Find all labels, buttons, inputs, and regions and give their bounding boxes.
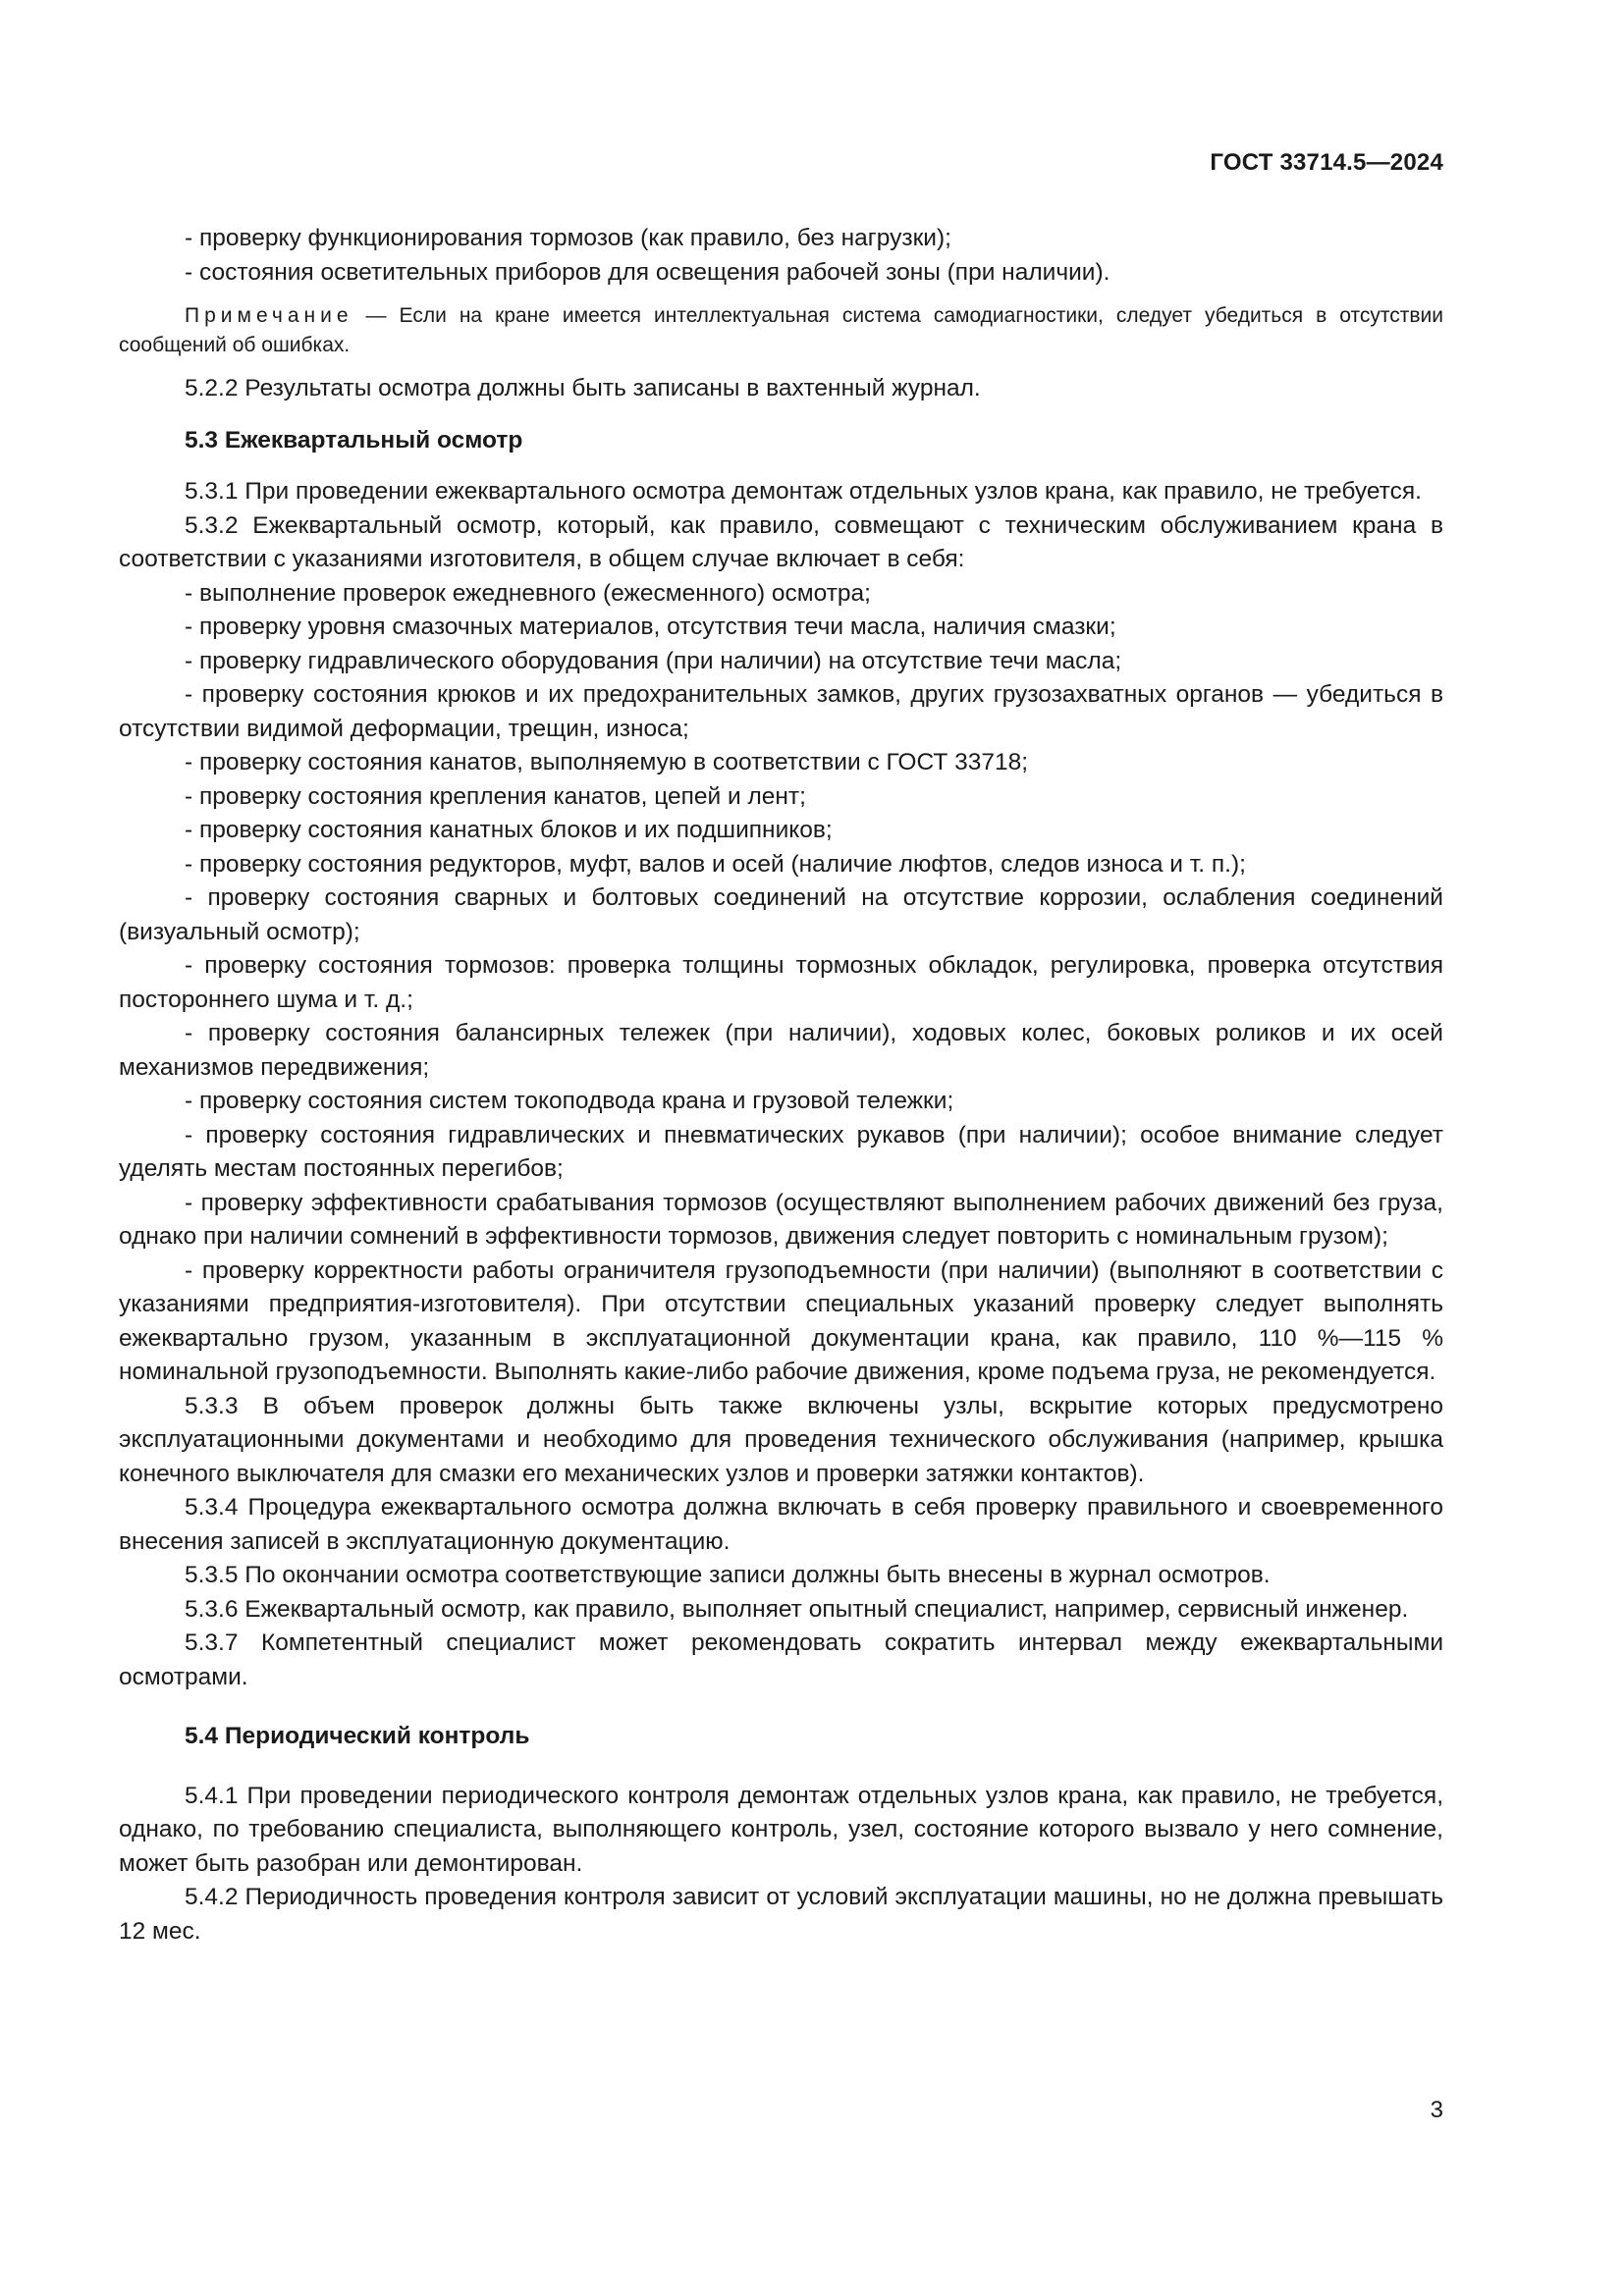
list-item: - проверку состояния систем токоподвода крана и грузовой тележки; (185, 1088, 954, 1114)
list-item: - проверку эффективности срабатывания тормозов (осуществляют выполнением рабочих движений без груза, однако при наличии сомнений в эффективности тормозов, движения следует повторить с номинальным грузом); (119, 1189, 1443, 1250)
paragraph-5-3-3: 5.3.3 В объем проверок должны быть также включены узлы, вскрытие которых предусмотрено эксплуатационными документами и необходимо для проведения технического обслуживания (например, крышка конечного выключателя для смазки его механических узлов и проверки затяжки контактов). (119, 1392, 1443, 1487)
note-text: — Если на кране имеется интеллектуальная система самодиагностики, следует убедиться в отсутствии сообщений об ошибках. (119, 304, 1443, 356)
paragraph-5-4-2: 5.4.2 Периодичность проведения контроля зависит от условий эксплуатации машины, но не должна превышать 12 мес. (119, 1884, 1443, 1945)
section-heading-5-3: 5.3 Ежеквартальный осмотр (185, 426, 523, 454)
paragraph-5-3-2: 5.3.2 Ежеквартальный осмотр, который, как правило, совмещают с техническим обслуживанием крана в соответствии с указаниями изготовителя, в общем случае включает в себя: (119, 511, 1443, 572)
list-item: - проверку состояния тормозов: проверка толщины тормозных обкладок, регулировка, проверка отсутствия постороннего шума и т. д.; (119, 952, 1443, 1013)
paragraph-5-3-4: 5.3.4 Процедура ежеквартального осмотра должна включать в себя проверку правильного и своевременного внесения записей в эксплуатационную документацию. (119, 1494, 1443, 1555)
paragraph-5-3-5: 5.3.5 По окончании осмотра соответствующие записи должны быть внесены в журнал осмотров. (185, 1562, 1271, 1588)
list-item: - проверку состояния редукторов, муфт, валов и осей (наличие люфтов, следов износа и т. п.); (185, 850, 1246, 878)
list-item: - проверку состояния канатных блоков и их подшипников; (185, 817, 833, 843)
note (119, 301, 1443, 360)
list-item: - проверку уровня смазочных материалов, отсутствия течи масла, наличия смазки; (185, 614, 1116, 640)
list-item: - проверку состояния балансирных тележек (при наличии), ходовых колес, боковых роликов и их осей механизмов передвижения; (119, 1020, 1443, 1081)
document-id-header: ГОСТ 33714.5—2024 (1210, 149, 1443, 176)
paragraph-5-3-7: 5.3.7 Компетентный специалист может рекомендовать сократить интервал между ежеквартальными осмотрами. (119, 1629, 1443, 1690)
page-number: 3 (1430, 2097, 1443, 2123)
list-item: - проверку состояния сварных и болтовых соединений на отсутствие коррозии, ослабления соединений (визуальный осмотр); (119, 884, 1443, 945)
list-item: - проверку состояния гидравлических и пневматических рукавов (при наличии); особое внимание следует уделять местам постоянных перегибов; (119, 1121, 1443, 1182)
document-page (119, 0, 1443, 2296)
list-item: - проверку состояния канатов, выполняемую в соответствии с ГОСТ 33718; (185, 749, 1029, 775)
paragraph-5-3-1: 5.3.1 При проведении ежеквартального осмотра демонтаж отдельных узлов крана, как правило, не требуется. (185, 478, 1422, 505)
section-heading-5-4: 5.4 Периодический контроль (185, 1723, 530, 1749)
document-body (119, 222, 1443, 1949)
paragraph-5-3-6: 5.3.6 Ежеквартальный осмотр, как правило, выполняет опытный специалист, например, сервисный инженер. (185, 1595, 1409, 1623)
paragraph-5-4-1: 5.4.1 При проведении периодического контроля демонтаж отдельных узлов крана, как правило, не требуется, однако, по требованию специалиста, выполняющего контроль, узел, состояние которого вызвало у него сомнение, может быть разобран или демонтирован. (119, 1782, 1443, 1877)
list-item: - проверку функционирования тормозов (как правило, без нагрузки); (185, 225, 951, 251)
paragraph-5-2-2: 5.2.2 Результаты осмотра должны быть записаны в вахтенный журнал. (185, 375, 981, 401)
list-item: - состояния осветительных приборов для освещения рабочей зоны (при наличии). (185, 258, 1110, 286)
list-item: - выполнение проверок ежедневного (ежесменного) осмотра; (185, 579, 871, 607)
note-label: Примечание (185, 304, 353, 327)
list-item: - проверку корректности работы ограничителя грузоподъемности (при наличии) (выполняют в соответствии с указаниями предприятия-изготовителя). При отсутствии специальных указаний проверку следует выполнять ежеквартально грузом, указанным в эксплуатационной документации крана, как правило, 110 %—115 % номинальной грузоподъемности. Выполнять какие-либо рабочие движения, кроме подъема груза, не рекомендуется. (119, 1256, 1443, 1385)
list-item: - проверку гидравлического оборудования (при наличии) на отсутствие течи масла; (185, 647, 1122, 674)
list-item: - проверку состояния крепления канатов, цепей и лент; (185, 782, 806, 810)
list-item: - проверку состояния крюков и их предохранительных замков, других грузозахватных органов — убедиться в отсутствии видимой деформации, трещин, износа; (119, 681, 1443, 742)
